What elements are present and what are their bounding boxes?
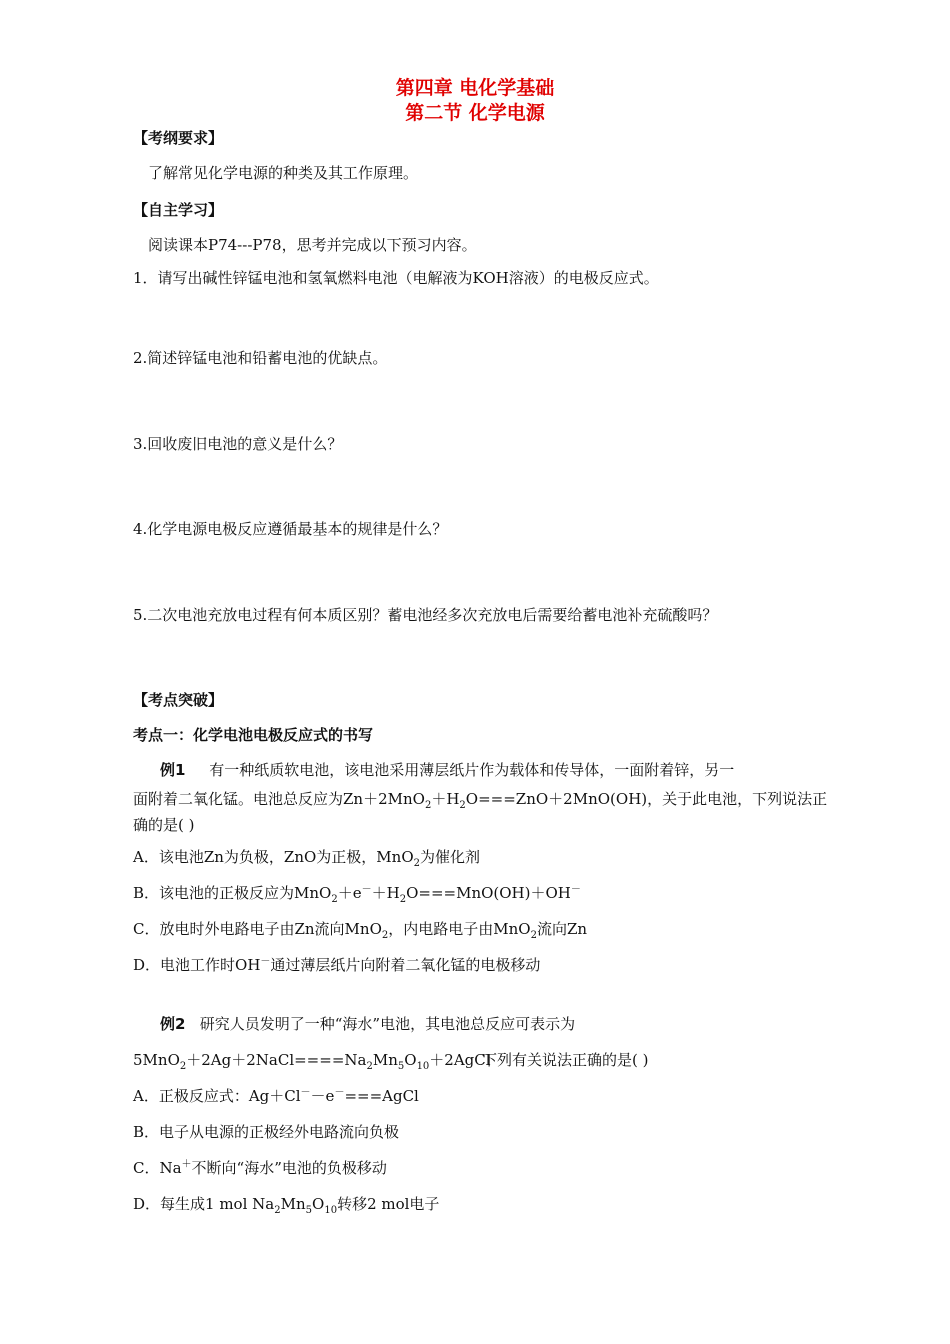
example-2-equation: $5MnO_2+2Ag+2NaCl====Na_2Mn_5O_{10}+2AgCl$ — [133, 1051, 491, 1072]
example-1-option-c: C．放电时外电路电子由Zn流向MnO$_2$，内电路电子由MnO$_2$流向Zn — [133, 920, 588, 941]
self-study-heading: 【自主学习】 — [133, 201, 224, 219]
example-1-option-a: A．该电池Zn为负极，ZnO为正极，MnO$_2$为催化剂 — [133, 848, 481, 869]
example-1-label: 例1 — [160, 761, 186, 779]
example-2-question: 下列有关说法正确的是( ) — [482, 1051, 649, 1069]
question-3: 3.回收废旧电池的意义是什么？ — [133, 435, 343, 453]
example-2-option-b: B．电子从电源的正极经外电路流向负极 — [133, 1123, 400, 1141]
example-2-option-c: C．Na＋不断向“海水”电池的负极移动 — [133, 1159, 387, 1177]
page-title-section: 第二节 化学电源 — [405, 102, 545, 124]
question-2: 2.简述锌锰电池和铅蓄电池的优缺点。 — [133, 349, 388, 367]
example-2-label: 例2 — [160, 1015, 186, 1033]
example-1-line-3: 确的是( ) — [133, 816, 195, 834]
example-2-option-d: D．每生成1 mol $Na_2Mn_5O_{10}$转移2 mol电子 — [133, 1195, 440, 1216]
breakthrough-heading: 【考点突破】 — [133, 691, 224, 709]
question-4: 4.化学电源电极反应遵循最基本的规律是什么？ — [133, 520, 448, 538]
point-1-heading: 考点一：化学电池电极反应式的书写 — [133, 726, 374, 744]
example-2-option-a: A．正极反应式：Ag＋Cl－－e－===AgCl — [133, 1087, 419, 1105]
example-1-line-2: 面附着二氧化锰。电池总反应为$Zn+2MnO_2+H_2O===ZnO+2MnO(OH)$，关于此电池，下列说法正 — [133, 790, 828, 811]
question-5: 5.二次电池充放电过程有何本质区别？蓄电池经多次充放电后需要给蓄电池补充硫酸吗？ — [133, 606, 718, 624]
outline-heading: 【考纲要求】 — [133, 129, 224, 147]
example-1-option-d: D．电池工作时OH－通过薄层纸片向附着二氧化锰的电极移动 — [133, 956, 541, 974]
example-1-line-1: 例1 有一种纸质软电池，该电池采用薄层纸片作为载体和传导体，一面附着锌，另一 — [160, 761, 735, 779]
example-1-option-b: B．该电池的正极反应为$MnO_2+e^-+H_2O===MnO(OH)+OH^-$ — [133, 884, 581, 905]
page-title-chapter: 第四章 电化学基础 — [395, 77, 555, 99]
question-1: 1．请写出碱性锌锰电池和氢氧燃料电池（电解液为KOH溶液）的电极反应式。 — [133, 269, 659, 287]
self-study-intro: 阅读课本P74---P78，思考并完成以下预习内容。 — [148, 236, 477, 254]
example-2-line-1: 例2 研究人员发明了一种“海水”电池，其电池总反应可表示为 — [160, 1015, 576, 1033]
outline-text: 了解常见化学电源的种类及其工作原理。 — [148, 164, 419, 182]
